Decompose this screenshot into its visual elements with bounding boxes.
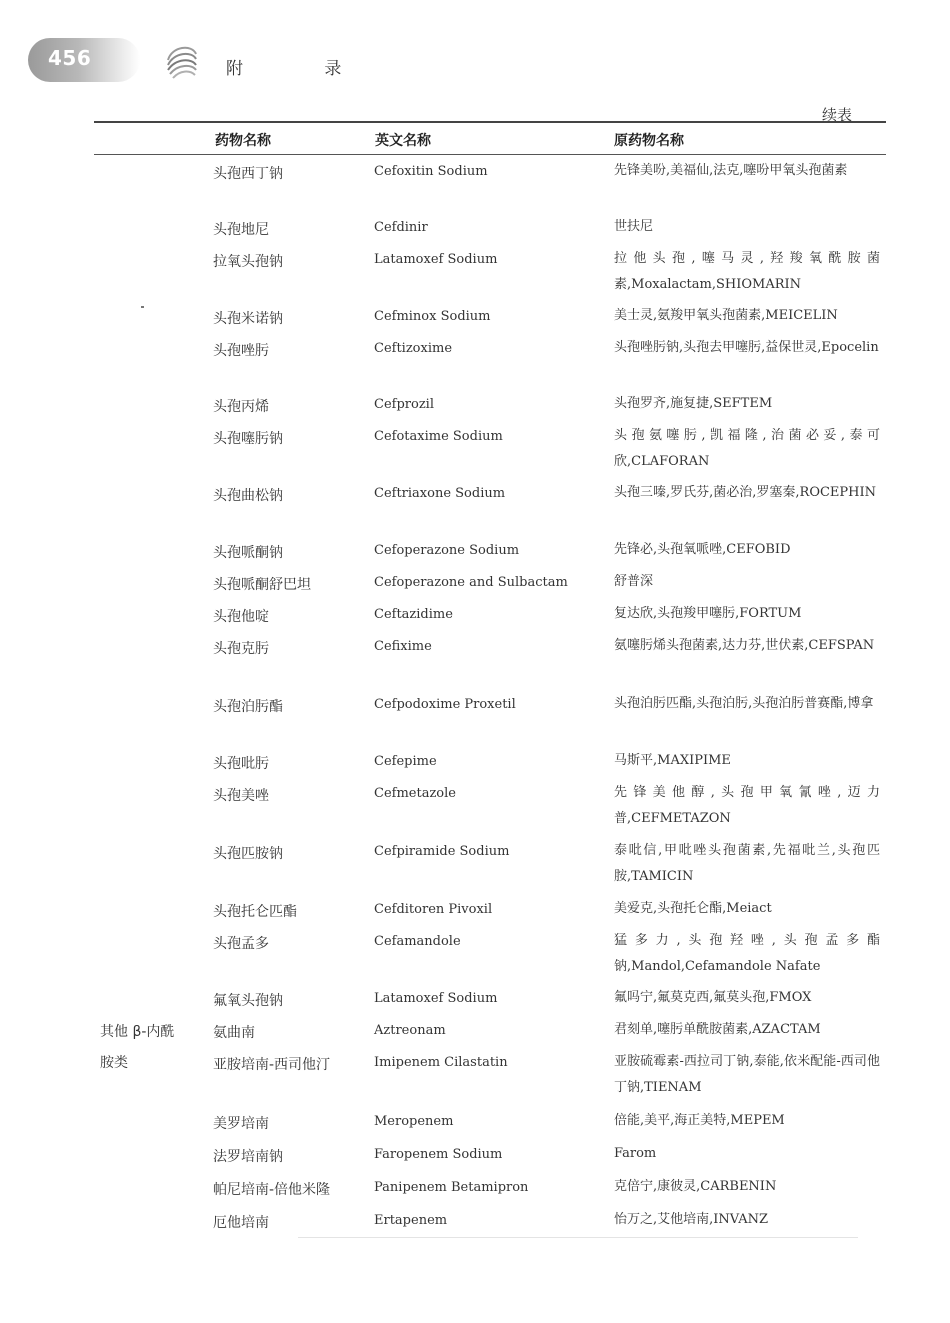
original-drug-names: 头孢唑肟钠,头孢去甲噻肟,益保世灵,Epocelin	[614, 340, 879, 355]
drug-name-cn: 头孢唑肟	[213, 343, 269, 359]
drug-name-cn: 头孢哌酮舒巴坦	[213, 577, 311, 593]
column-header-orig: 原药物名称	[614, 133, 684, 149]
original-drug-names: 猛多力,头孢羟唑,头孢孟多酯钠,Mandol,Cefamandole Nafate	[614, 933, 880, 974]
drug-name-en: Ertapenem	[374, 1213, 448, 1228]
original-drug-names: 头孢氨噻肟,凯福隆,治菌必妥,泰可欣,CLAFORAN	[614, 428, 880, 469]
drug-name-cn: 美罗培南	[213, 1116, 269, 1132]
drug-name-en: Cefmetazole	[374, 786, 456, 801]
drug-name-en: Meropenem	[374, 1114, 454, 1129]
original-drug-names: 先锋必,头孢氧哌唑,CEFOBID	[614, 542, 791, 557]
original-drug-names: 先锋美他醇,头孢甲氧氰唑,迈力普,CEFMETAZON	[614, 785, 880, 826]
drug-name-cn: 头孢托仑匹酯	[213, 904, 297, 920]
chapter-logo-icon	[164, 38, 200, 82]
original-drug-names: 拉他头孢,噻马灵,羟羧氧酰胺菌素,Moxalactam,SHIOMARIN	[614, 251, 880, 292]
drug-name-en: Ceftriaxone Sodium	[374, 486, 506, 501]
original-drug-names: 美爱克,头孢托仑酯,Meiact	[614, 901, 772, 916]
drug-name-cn: 头孢哌酮钠	[213, 545, 283, 561]
category-label-line-1: 其他 β-内酰	[100, 1024, 175, 1040]
drug-name-en: Faropenem Sodium	[374, 1147, 503, 1162]
original-drug-names: 氟吗宁,氟莫克西,氟莫头孢,FMOX	[614, 990, 812, 1005]
original-drug-names: 氨噻肟烯头孢菌素,达力芬,世伏素,CEFSPAN	[614, 638, 875, 653]
drug-name-en: Cefpodoxime Proxetil	[374, 697, 516, 712]
drug-name-cn: 头孢西丁钠	[213, 166, 283, 182]
drug-name-en: Cefpiramide Sodium	[374, 844, 510, 859]
continued-label: 续表	[822, 106, 853, 124]
drug-name-cn: 头孢他啶	[213, 609, 269, 625]
drug-name-en: Imipenem Cilastatin	[374, 1055, 508, 1070]
drug-name-cn: 头孢美唑	[213, 788, 269, 804]
category-label-line-2: 胺类	[100, 1055, 128, 1071]
drug-name-cn: 头孢匹胺钠	[213, 846, 283, 862]
drug-name-cn: 头孢米诺钠	[213, 311, 283, 327]
original-drug-names: 克倍宁,康彼灵,CARBENIN	[614, 1179, 777, 1194]
table-top-rule	[94, 121, 886, 123]
drug-name-en: Cefixime	[374, 639, 432, 654]
drug-name-en: Latamoxef Sodium	[374, 991, 498, 1006]
original-drug-names: 君刻单,噻肟单酰胺菌素,AZACTAM	[614, 1022, 821, 1037]
drug-name-en: Cefepime	[374, 754, 437, 769]
drug-name-cn: 厄他培南	[213, 1215, 269, 1231]
drug-name-en: Ceftizoxime	[374, 341, 453, 356]
drug-name-en: Cefditoren Pivoxil	[374, 902, 493, 917]
drug-name-en: Cefprozil	[374, 397, 434, 412]
original-drug-names: Farom	[614, 1146, 657, 1161]
original-drug-names: 头孢泊肟匹酯,头孢泊肟,头孢泊肟普赛酯,博拿	[614, 696, 874, 711]
drug-name-cn: 头孢泊肟酯	[213, 699, 283, 715]
drug-name-en: Latamoxef Sodium	[374, 252, 498, 267]
original-drug-names: 头孢罗齐,施复捷,SEFTEM	[614, 396, 773, 411]
drug-name-en: Cefdinir	[374, 220, 428, 235]
drug-name-en: Cefoperazone Sodium	[374, 543, 520, 558]
drug-name-en: Cefamandole	[374, 934, 461, 949]
drug-name-cn: 头孢克肟	[213, 641, 269, 657]
drug-name-en: Cefoperazone and Sulbactam	[374, 575, 568, 590]
page-speck	[141, 306, 144, 308]
original-drug-names: 舒普深	[614, 574, 654, 589]
drug-name-cn: 氟氧头孢钠	[213, 993, 283, 1009]
original-drug-names: 头孢三嗪,罗氏芬,菌必治,罗塞秦,ROCEPHIN	[614, 485, 877, 500]
drug-name-cn: 氨曲南	[213, 1025, 255, 1041]
table-bottom-rule	[298, 1237, 858, 1238]
section-title: 附 录	[226, 59, 380, 79]
drug-name-cn: 帕尼培南-倍他米隆	[213, 1182, 331, 1198]
drug-name-cn: 头孢吡肟	[213, 756, 269, 772]
table-header-rule	[94, 154, 886, 155]
drug-name-en: Cefotaxime Sodium	[374, 429, 503, 444]
original-drug-names: 怡万之,艾他培南,INVANZ	[614, 1212, 769, 1227]
drug-name-cn: 头孢丙烯	[213, 399, 269, 415]
drug-name-en: Aztreonam	[374, 1023, 446, 1038]
original-drug-names: 倍能,美平,海正美特,MEPEM	[614, 1113, 785, 1128]
drug-name-cn: 头孢曲松钠	[213, 488, 283, 504]
original-drug-names: 马斯平,MAXIPIME	[614, 753, 731, 768]
drug-name-cn: 头孢地尼	[213, 222, 269, 238]
drug-name-cn: 拉氧头孢钠	[213, 254, 283, 270]
drug-name-cn: 法罗培南钠	[213, 1149, 283, 1165]
drug-name-en: Cefminox Sodium	[374, 309, 491, 324]
original-drug-names: 亚胺硫霉素-西拉司丁钠,泰能,依米配能-西司他丁钠,TIENAM	[614, 1054, 880, 1095]
column-header-cn: 药物名称	[215, 133, 271, 149]
drug-name-cn: 头孢噻肟钠	[213, 431, 283, 447]
original-drug-names: 世扶尼	[614, 219, 654, 234]
drug-name-cn: 亚胺培南-西司他汀	[213, 1057, 331, 1073]
page-number: 456	[48, 46, 92, 70]
original-drug-names: 美士灵,氨羧甲氧头孢菌素,MEICELIN	[614, 308, 838, 323]
original-drug-names: 先锋美吩,美福仙,法克,噻吩甲氧头孢菌素	[614, 163, 848, 178]
drug-name-cn: 头孢孟多	[213, 936, 269, 952]
original-drug-names: 泰吡信,甲吡唑头孢菌素,先福吡兰,头孢匹胺,TAMICIN	[614, 843, 880, 884]
drug-name-en: Ceftazidime	[374, 607, 453, 622]
original-drug-names: 复达欣,头孢羧甲噻肟,FORTUM	[614, 606, 802, 621]
column-header-en: 英文名称	[375, 133, 431, 149]
drug-name-en: Panipenem Betamipron	[374, 1180, 529, 1195]
drug-name-en: Cefoxitin Sodium	[374, 164, 488, 179]
